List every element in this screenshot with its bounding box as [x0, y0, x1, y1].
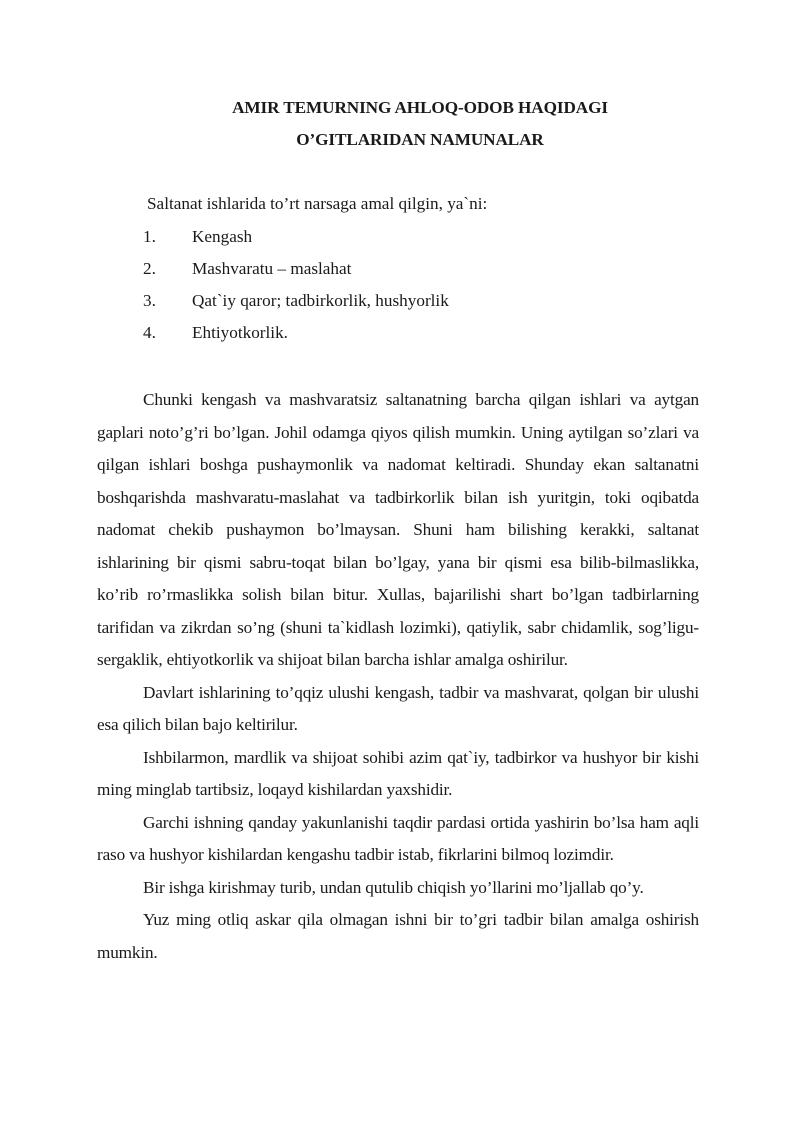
list-item — [143, 258, 449, 290]
paragraph: Garchi ishning qanday yakunlanishi taqdir pardasi ortida yashirin bo’lsa ham aqli raso va hushyor kishilardan kengashu tadbir istab, fikrlarini bilmoq lozimdir. — [97, 812, 699, 864]
paragraph: Yuz ming otliq askar qila olmagan ishni bir to’gri tadbir bilan amalga oshirish mumkin. — [97, 910, 699, 962]
list-item — [143, 290, 449, 322]
list-item — [143, 322, 449, 354]
list-item-text: Qat`iy qaror; tadbirkorlik, hushyorlik — [192, 291, 449, 310]
intro-text: Saltanat ishlarida to’rt narsaga amal qilgin, ya`ni: — [147, 194, 488, 213]
list-item-text: Mashvaratu – maslahat — [192, 259, 352, 278]
list-item-number: 3. — [143, 291, 156, 310]
paragraph: Chunki kengash va mashvaratsiz saltanatning barcha qilgan ishlari va aytgan gaplari noto’g’ri bo’lgan. Johil odamga qiyos qilish mumkin. Uning aytilgan so’zlari va qilgan ishlari boshga pushaymonlik va nadomat keltiradi. Shunday ekan saltanatni boshqarishda mashvaratu-maslahat va tadbirkorlik bilan ish yuritgin, toki oqibatda nadomat chekib pushaymon bo’lmaysan. Shuni ham bilishing kerakki, saltanat ishlarining bir qismi sabru-toqat bilan bo’lgay, yana bir qismi esa bilib-bilmaslikka, ko’rib ro’rmaslikka solish bilan bitur. Xullas, bajarilishi shart bo’lgan tadbirlarning tarifidan va zikrdan so’ng (shuni ta`kidlash lozimki), qatiylik, sabr chidamlik, sog’ligu-sergaklik, ehtiyotkorlik va shijoat bilan barcha ishlar amalga oshirilur. — [97, 390, 699, 669]
list-item-text: Kengash — [192, 227, 253, 246]
paragraph: Davlart ishlarining to’qqiz ulushi kengash, tadbir va mashvarat, qolgan bir ulushi esa qilich bilan bajo keltirilur. — [97, 682, 699, 734]
paragraph: Bir ishga kirishmay turib, undan qutulib chiqish yo’llarini mo’ljallab qo’y. — [143, 877, 644, 897]
list-item-text: Ehtiyotkorlik. — [192, 323, 288, 342]
document-title-line-2: O’GITLARIDAN NAMUNALAR — [296, 130, 544, 149]
list-item-number: 1. — [143, 227, 156, 246]
list-item — [143, 226, 449, 258]
document-title-line-1: AMIR TEMURNING AHLOQ-ODOB HAQIDAGI — [232, 98, 608, 117]
numbered-list — [143, 226, 449, 354]
paragraph: Ishbilarmon, mardlik va shijoat sohibi azim qat`iy, tadbirkor va hushyor bir kishi ming minglab tartibsiz, loqayd kishilardan yaxshidir. — [97, 747, 699, 799]
list-item-number: 4. — [143, 323, 156, 342]
body-text — [97, 384, 699, 969]
list-item-number: 2. — [143, 259, 156, 278]
